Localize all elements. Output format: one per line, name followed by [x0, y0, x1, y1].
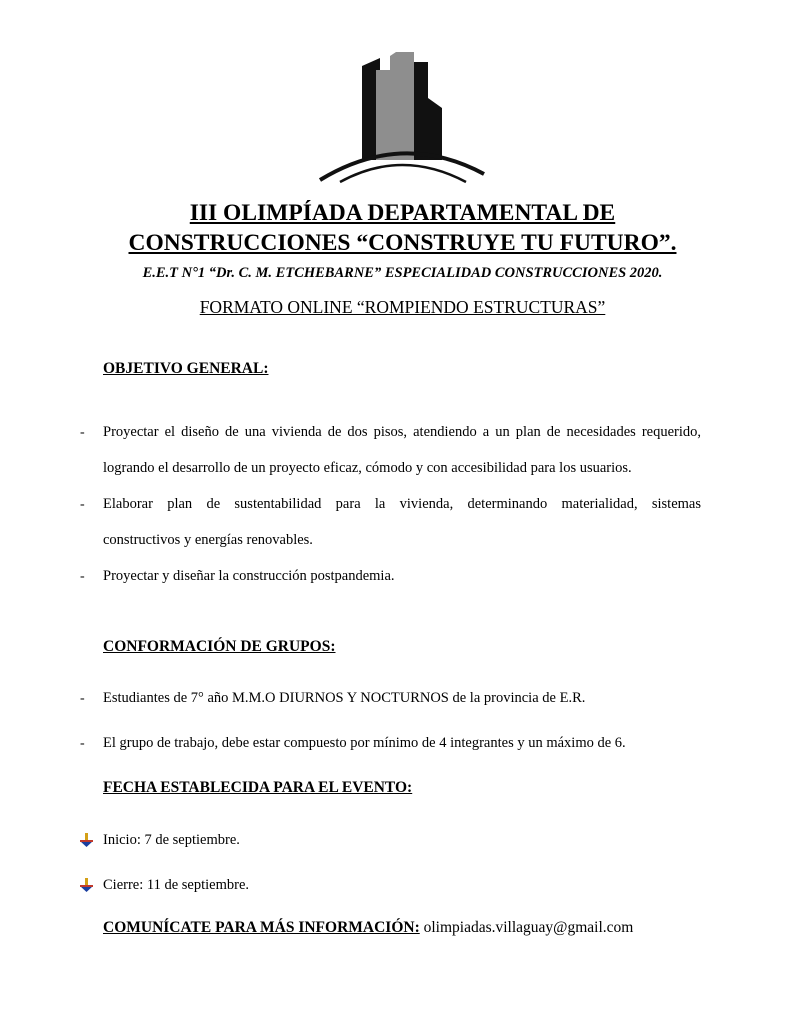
objetivo-item-2-line-1: Elaborar plan de sustentabilidad para la vivienda, determinando materialidad, sistemas [103, 496, 701, 512]
grupos-item-1: Estudiantes de 7° año M.M.O DIURNOS Y NOCTURNOS de la provincia de E.R. [103, 690, 586, 706]
document-title-line-2: CONSTRUCCIONES “CONSTRUYE TU FUTURO”. [128, 230, 677, 256]
objetivo-item-2-line-2: constructivos y energías renovables. [103, 532, 313, 548]
contact-line [103, 919, 701, 937]
list-marker: - [80, 691, 85, 706]
school-subtitle: E.E.T N°1 “Dr. C. M. ETCHEBARNE” ESPECIALIDAD CONSTRUCCIONES 2020. [142, 265, 663, 281]
objetivo-item-1-line-1: Proyectar el diseño de una vivienda de dos pisos, atendiendo a un plan de necesidades requerido, [103, 424, 701, 440]
objetivo-item-3-line-1: Proyectar y diseñar la construcción postpandemia. [103, 568, 395, 584]
buildings-logo-icon [318, 48, 486, 188]
objetivo-heading: OBJETIVO GENERAL: [103, 360, 269, 377]
list-marker: - [80, 497, 85, 512]
contact-label: COMUNÍCATE PARA MÁS INFORMACIÓN: [103, 919, 420, 936]
arrow-bullet-icon [80, 878, 94, 892]
list-marker: - [80, 425, 85, 440]
list-marker: - [80, 736, 85, 751]
objetivo-item-1-line-2: logrando el desarrollo de un proyecto eficaz, cómodo y con accesibilidad para los usuarios. [103, 460, 632, 476]
fecha-cierre: Cierre: 11 de septiembre. [103, 877, 250, 893]
document-title-line-1: III OLIMPÍADA DEPARTAMENTAL DE [189, 200, 616, 226]
fecha-heading: FECHA ESTABLECIDA PARA EL EVENTO: [103, 779, 413, 796]
grupos-heading: CONFORMACIÓN DE GRUPOS: [103, 638, 336, 655]
format-line: FORMATO ONLINE “ROMPIENDO ESTRUCTURAS” [199, 297, 606, 317]
arrow-bullet-icon [80, 833, 94, 847]
fecha-inicio: Inicio: 7 de septiembre. [103, 832, 240, 848]
list-marker: - [80, 569, 85, 584]
grupos-item-2: El grupo de trabajo, debe estar compuesto por mínimo de 4 integrantes y un máximo de 6. [103, 735, 626, 751]
contact-email-link[interactable]: olimpiadas.villaguay@gmail.com [423, 919, 634, 936]
